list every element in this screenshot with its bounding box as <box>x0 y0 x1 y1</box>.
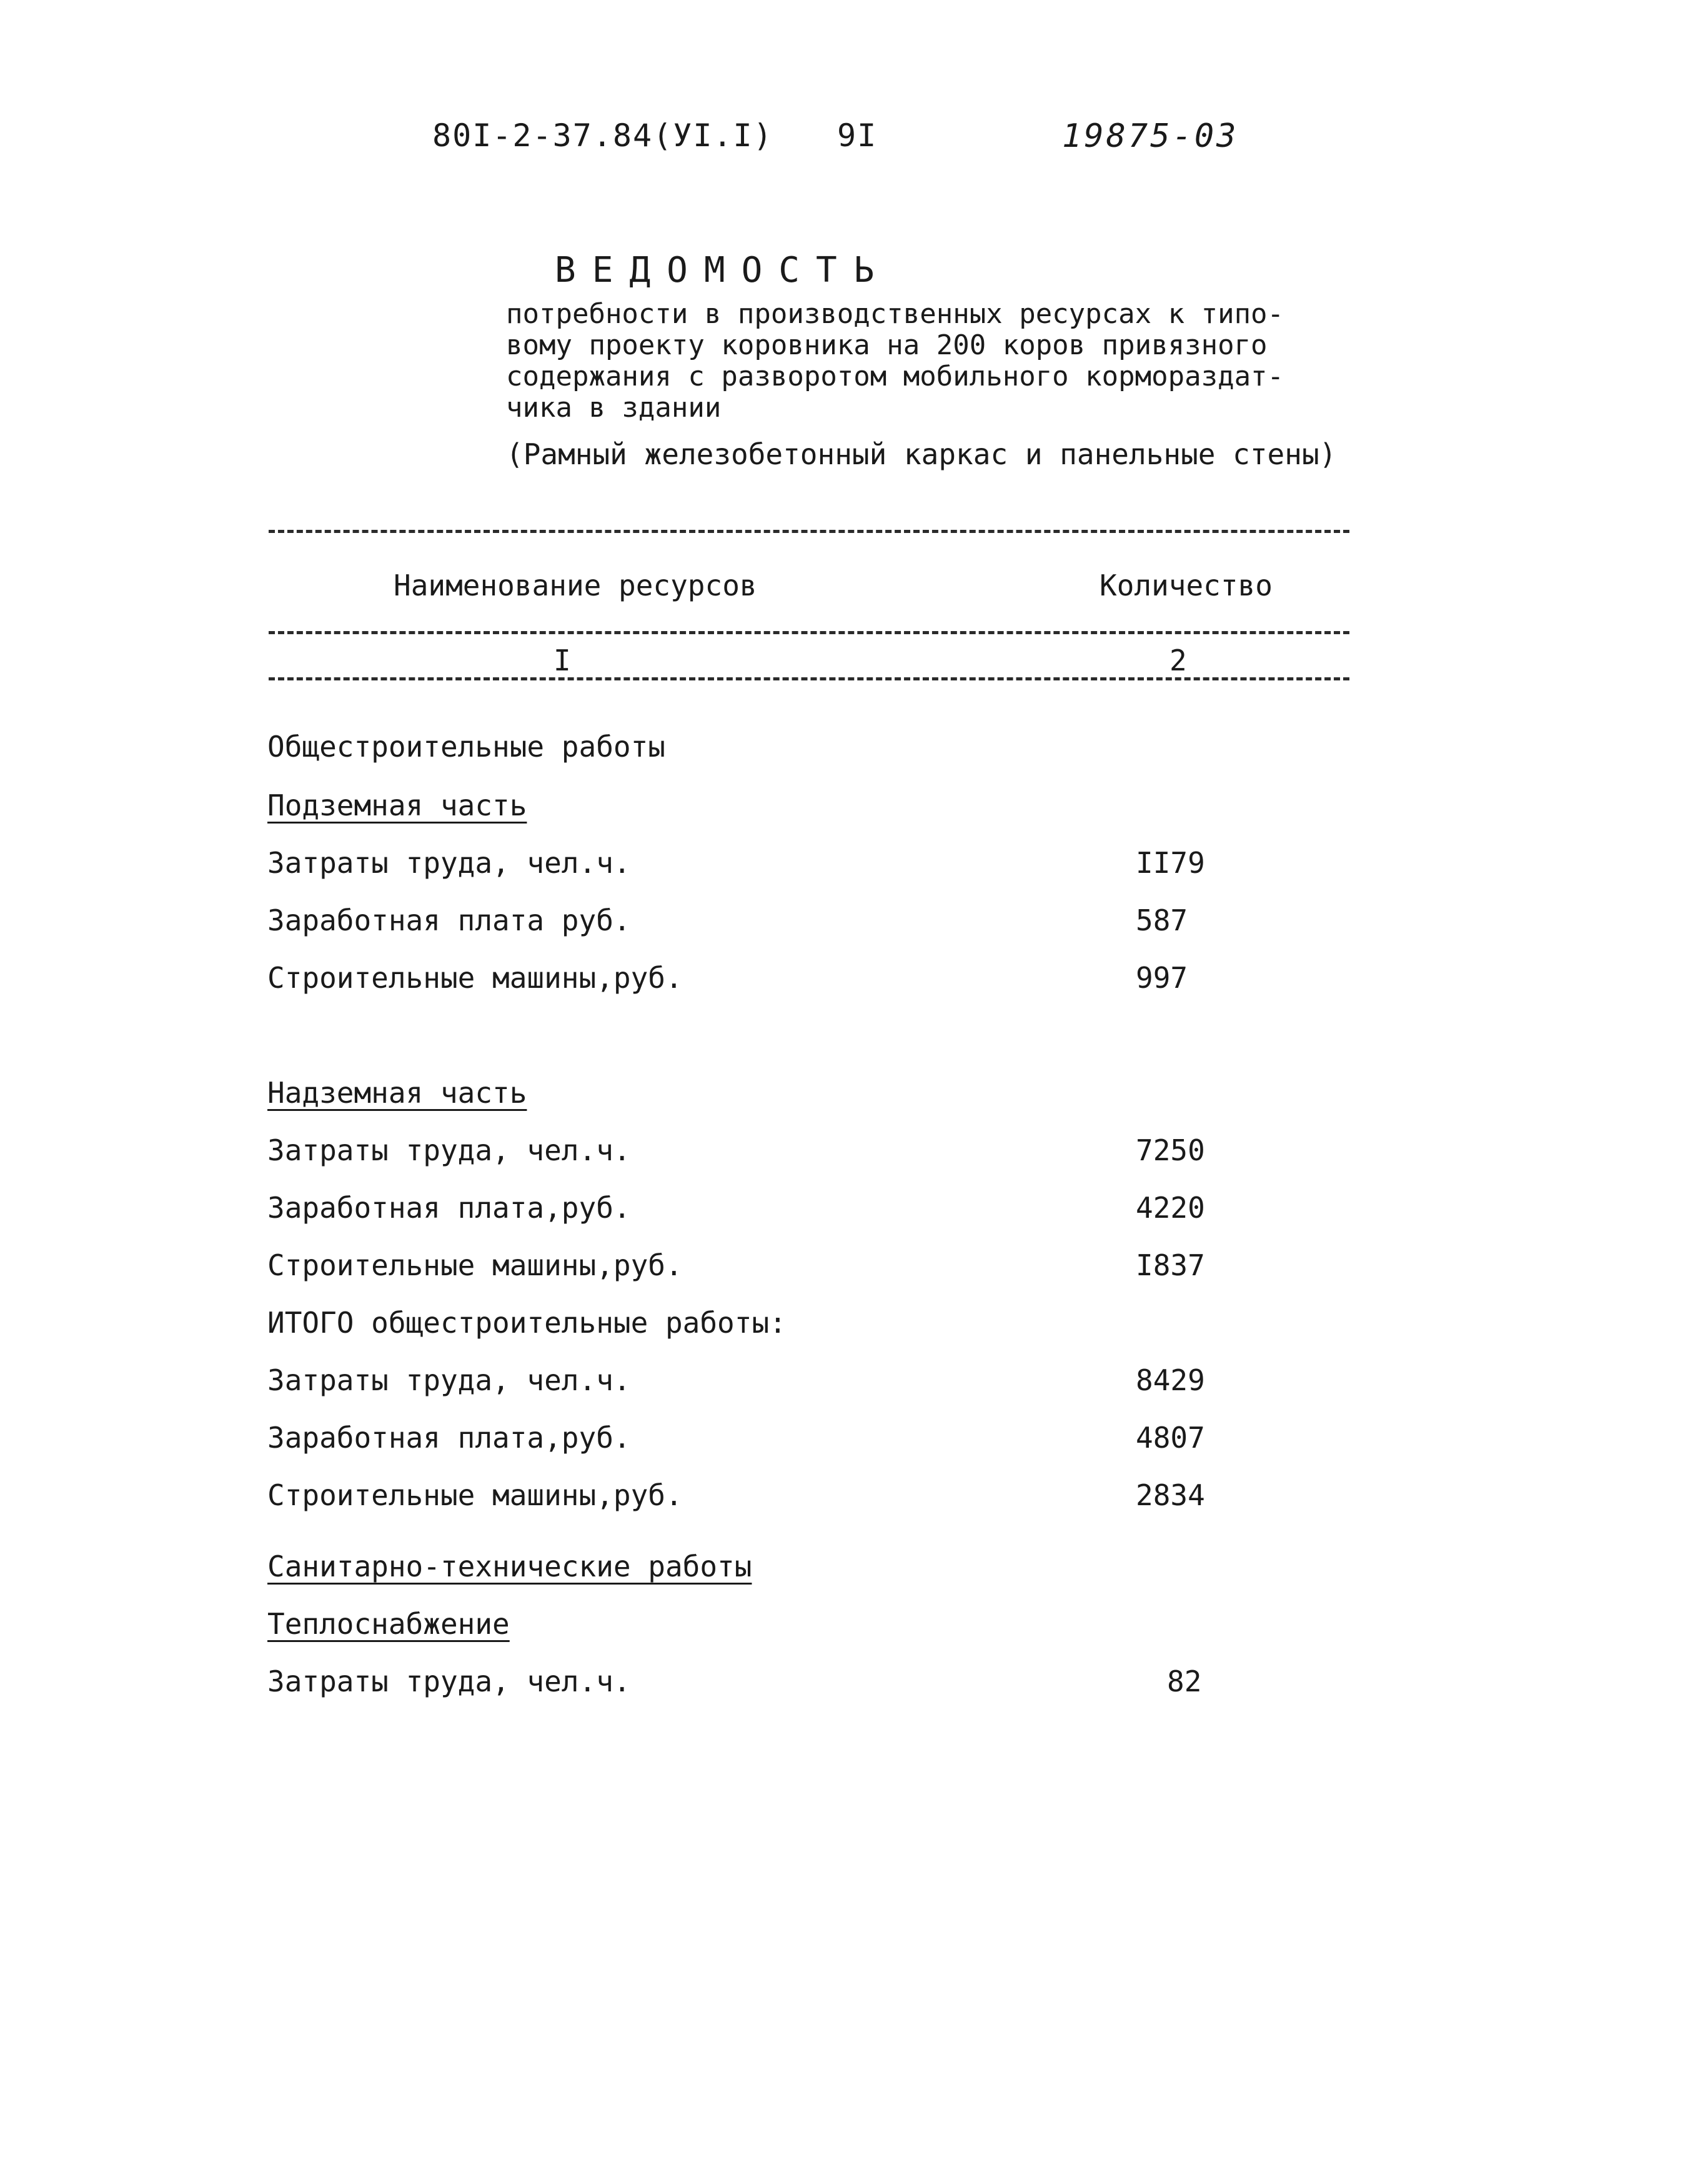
row-value: 587 <box>1136 903 1188 937</box>
table-top-rule <box>269 530 1349 533</box>
row-label: Затраты труда, чел.ч. <box>267 1665 631 1698</box>
row-value: 7250 <box>1136 1133 1205 1167</box>
page-number: 9I <box>837 117 878 154</box>
section-heading-total: ИТОГО общестроительные работы: <box>267 1306 787 1340</box>
inventory-number: 19875-03 <box>1062 117 1239 155</box>
row-value: 82 <box>1167 1665 1202 1698</box>
row-value: 4220 <box>1136 1191 1205 1225</box>
row-label: Затраты труда, чел.ч. <box>267 846 631 880</box>
row-label: Затраты труда, чел.ч. <box>267 1133 631 1167</box>
row-value: 4807 <box>1136 1421 1205 1455</box>
row-label: Заработная плата,руб. <box>267 1191 631 1225</box>
row-label: Строительные машины,руб. <box>267 1248 683 1282</box>
document-code: 80I-2-37.84(УI.I) <box>432 117 773 154</box>
column-number-2: 2 <box>1169 644 1187 677</box>
column-header-name: Наименование ресурсов <box>394 569 757 602</box>
column-number-1: I <box>554 644 571 677</box>
table-header-rule <box>269 631 1349 634</box>
row-label: Затраты труда, чел.ч. <box>267 1363 631 1397</box>
document-subtitle: потребности в производственных ресурсах к типо- вому проекту коровника на 200 коров привязного содержания с разворотом мобильного кормораздат- чика в здании <box>506 298 1284 424</box>
row-label: Строительные машины,руб. <box>267 1478 683 1512</box>
row-label: Заработная плата,руб. <box>267 1421 631 1455</box>
row-value: 8429 <box>1136 1363 1205 1397</box>
row-label: Заработная плата руб. <box>267 903 631 937</box>
section-heading-sanitary: Санитарно-технические работы <box>267 1550 752 1583</box>
row-label: Строительные машины,руб. <box>267 961 683 995</box>
row-value: I837 <box>1136 1248 1205 1282</box>
document-title: ВЕДОМОСТЬ <box>555 250 891 291</box>
row-value: II79 <box>1136 846 1205 880</box>
column-header-quantity: Количество <box>1100 569 1273 602</box>
document-note: (Рамный железобетонный каркас и панельные стены) <box>506 437 1337 471</box>
section-heading-underground: Подземная часть <box>267 789 527 822</box>
section-heading-aboveground: Надземная часть <box>267 1076 527 1110</box>
row-value: 997 <box>1136 961 1188 995</box>
section-heading-heat-supply: Теплоснабжение <box>267 1607 510 1641</box>
section-heading-general-construction: Общестроительные работы <box>267 730 665 764</box>
table-numbers-rule <box>269 677 1349 680</box>
row-value: 2834 <box>1136 1478 1205 1512</box>
